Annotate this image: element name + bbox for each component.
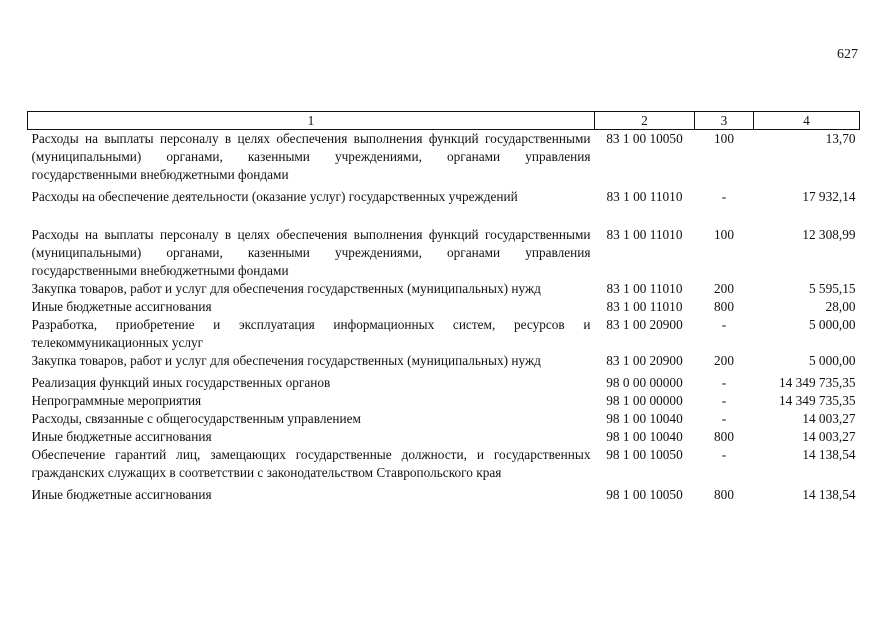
row-type: 800	[714, 487, 734, 502]
row-type: -	[721, 393, 727, 408]
row-type: 200	[714, 353, 734, 368]
row-type: 800	[714, 429, 734, 444]
row-code: 83 1 00 20900	[606, 317, 683, 332]
row-name: Иные бюджетные ассигнования	[31, 299, 212, 314]
header-col-1: 1	[28, 112, 595, 130]
row-type: -	[721, 411, 727, 426]
row-amount: 13,70	[825, 131, 856, 146]
row-type: 800	[714, 299, 734, 314]
row-name: Расходы, связанные с общегосударственным управлением	[31, 411, 361, 426]
row-type: 200	[714, 281, 734, 296]
row-amount: 12 308,99	[802, 227, 856, 242]
row-amount: 14 138,54	[802, 447, 856, 462]
row-amount: 5 000,00	[808, 353, 856, 368]
budget-table	[27, 111, 860, 504]
table-row	[28, 188, 860, 226]
table-row	[28, 316, 860, 352]
row-type: -	[721, 317, 727, 332]
row-amount: 5 000,00	[808, 317, 856, 332]
row-code: 98 1 00 10050	[606, 487, 683, 502]
row-name: Расходы на выплаты персоналу в целях обеспечения выполнения функций государственными (муниципальными) органами, казенными учреждениями, органами управления государственными внебюджетными фондами	[31, 131, 591, 182]
table-row	[28, 352, 860, 374]
row-amount: 14 349 735,35	[779, 375, 856, 390]
row-amount: 14 349 735,35	[779, 393, 856, 408]
table-row	[28, 486, 860, 504]
row-code: 83 1 00 11010	[606, 281, 683, 296]
row-name: Закупка товаров, работ и услуг для обеспечения государственных (муниципальных) нужд	[31, 353, 541, 368]
table-row	[28, 410, 860, 428]
header-row	[28, 112, 860, 130]
row-code: 83 1 00 11010	[606, 227, 683, 242]
header-col-2: 2	[595, 112, 695, 130]
row-code: 98 1 00 10040	[606, 429, 683, 444]
row-name: Закупка товаров, работ и услуг для обеспечения государственных (муниципальных) нужд	[31, 281, 541, 296]
table-row	[28, 392, 860, 410]
row-code: 98 1 00 10050	[606, 447, 683, 462]
row-name: Реализация функций иных государственных органов	[31, 375, 331, 390]
row-code: 83 1 00 11010	[606, 299, 683, 314]
row-type: 100	[714, 227, 734, 242]
row-code: 83 1 00 20900	[606, 353, 683, 368]
table-row	[28, 226, 860, 280]
row-type: -	[721, 189, 727, 204]
table-row	[28, 374, 860, 392]
table-row	[28, 446, 860, 486]
row-name: Иные бюджетные ассигнования	[31, 487, 212, 502]
header-col-4: 4	[754, 112, 860, 130]
table-row	[28, 280, 860, 298]
row-type: -	[721, 375, 727, 390]
row-amount: 14 003,27	[802, 411, 856, 426]
row-code: 83 1 00 11010	[606, 189, 683, 204]
row-code: 98 0 00 00000	[606, 375, 683, 390]
page-number: 627	[837, 47, 858, 62]
row-amount: 14 138,54	[802, 487, 856, 502]
header-col-3: 3	[695, 112, 754, 130]
table-row	[28, 298, 860, 316]
row-name: Иные бюджетные ассигнования	[31, 429, 212, 444]
row-amount: 5 595,15	[808, 281, 856, 296]
row-amount: 14 003,27	[802, 429, 856, 444]
row-name: Расходы на обеспечение деятельности (оказание услуг) государственных учреждений	[31, 189, 518, 204]
row-name: Расходы на выплаты персоналу в целях обеспечения выполнения функций государственными (муниципальными) органами, казенными учреждениями, органами управления государственными внебюджетными фондами	[31, 227, 591, 278]
table-row	[28, 130, 860, 189]
row-name: Разработка, приобретение и эксплуатация информационных систем, ресурсов и телекоммуникационных услуг	[31, 317, 591, 350]
table-row	[28, 428, 860, 446]
row-name: Непрограммные мероприятия	[31, 393, 202, 408]
row-code: 98 1 00 10040	[606, 411, 683, 426]
row-amount: 28,00	[825, 299, 856, 314]
row-type: 100	[714, 131, 734, 146]
row-amount: 17 932,14	[802, 189, 856, 204]
row-code: 98 1 00 00000	[606, 393, 683, 408]
row-name: Обеспечение гарантий лиц, замещающих государственные должности, и государственных гражданских служащих в соответствии с законодательством Ставропольского края	[31, 447, 591, 480]
row-type: -	[721, 447, 727, 462]
row-code: 83 1 00 10050	[606, 131, 683, 146]
